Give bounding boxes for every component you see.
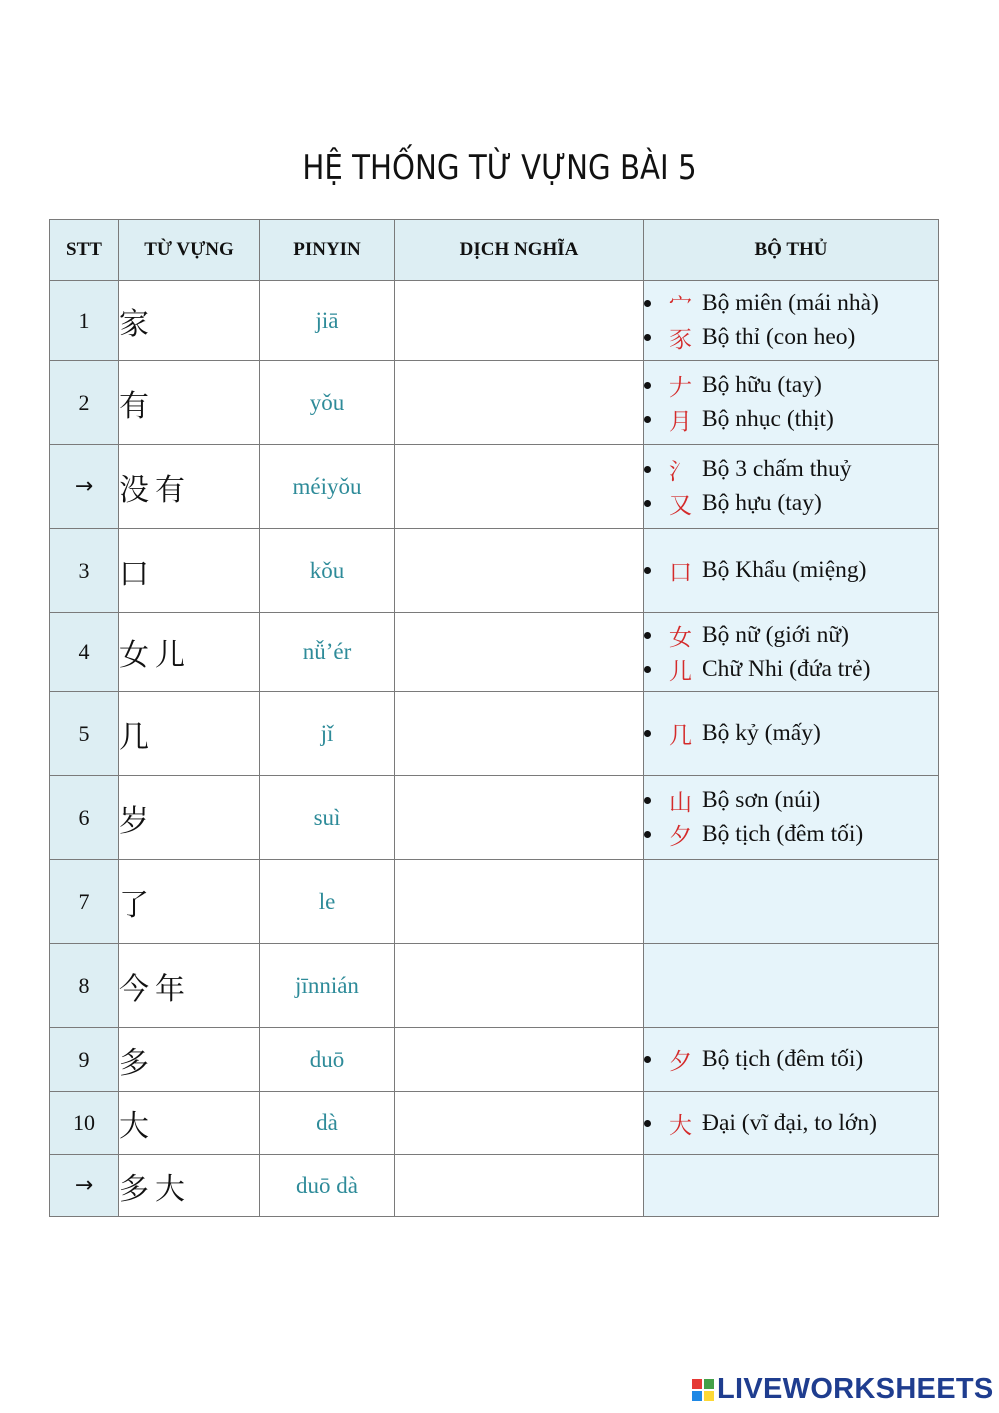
table-row — [50, 281, 939, 361]
row-number: 6 — [50, 776, 119, 860]
radical-description: Bộ sơn (núi) — [702, 787, 821, 813]
logo-square-yellow — [704, 1391, 714, 1401]
radical-description: Bộ hựu (tay) — [702, 490, 822, 516]
vocab-pinyin: dà — [260, 1092, 395, 1155]
radical-item — [644, 717, 938, 751]
table-row — [50, 944, 939, 1028]
radicals-cell — [644, 445, 939, 529]
radical-char: 𠂇 — [669, 375, 692, 401]
radical-char: 夕 — [669, 1049, 692, 1075]
radical-char: 夕 — [669, 824, 692, 850]
radical-item — [644, 487, 938, 521]
arrow-icon: → — [50, 445, 119, 529]
header-meaning: DỊCH NGHĨA — [395, 220, 644, 281]
row-number: 3 — [50, 529, 119, 613]
radical-char: 氵 — [669, 459, 692, 485]
vocab-word: 大 — [119, 1092, 260, 1155]
row-number: 10 — [50, 1092, 119, 1155]
radicals-cell — [644, 1028, 939, 1092]
radical-description: Bộ kỷ (mấy) — [702, 720, 821, 746]
row-number: 4 — [50, 613, 119, 692]
table-row — [50, 1155, 939, 1217]
logo-mark-icon — [692, 1379, 714, 1401]
radicals-cell — [644, 529, 939, 613]
radical-item — [644, 321, 938, 355]
vocab-pinyin: jǐ — [260, 692, 395, 776]
meaning-cell[interactable] — [395, 281, 644, 361]
table-row — [50, 692, 939, 776]
radical-item — [644, 453, 938, 487]
vocab-pinyin: le — [260, 860, 395, 944]
meaning-cell[interactable] — [395, 529, 644, 613]
logo-square-green — [704, 1379, 714, 1389]
vocab-pinyin: jīnnián — [260, 944, 395, 1028]
table-row — [50, 1092, 939, 1155]
bullet-icon — [644, 416, 651, 423]
radical-char: 女 — [669, 624, 692, 651]
meaning-cell[interactable] — [395, 613, 644, 692]
table-row — [50, 776, 939, 860]
vocab-pinyin: kǒu — [260, 529, 395, 613]
logo-text: LIVEWORKSHEETS — [717, 1373, 994, 1405]
radical-description: Bộ tịch (đêm tối) — [702, 1046, 864, 1072]
vocab-word: 多 — [119, 1028, 260, 1092]
radical-char: 宀 — [669, 293, 692, 319]
radical-description: Bộ miên (mái nhà) — [702, 290, 879, 316]
radical-description: Bộ Khẩu (miệng) — [702, 557, 867, 583]
row-number: 9 — [50, 1028, 119, 1092]
arrow-icon: → — [50, 1155, 119, 1217]
meaning-cell[interactable] — [395, 1028, 644, 1092]
vocab-pinyin: jiā — [260, 281, 395, 361]
table-row — [50, 1028, 939, 1092]
vocab-pinyin: duō dà — [260, 1155, 395, 1217]
vocab-pinyin: yǒu — [260, 361, 395, 445]
radical-description: Bộ hữu (tay) — [702, 372, 822, 398]
radicals-cell — [644, 692, 939, 776]
bullet-icon — [644, 831, 651, 838]
radicals-cell — [644, 860, 939, 944]
vocabulary-table — [49, 219, 939, 1217]
radical-item — [644, 1106, 938, 1140]
radicals-cell — [644, 613, 939, 692]
radical-char: 大 — [669, 1112, 692, 1139]
radicals-cell — [644, 944, 939, 1028]
liveworksheets-logo — [692, 1373, 994, 1406]
radical-char: 口 — [669, 560, 692, 586]
vocab-word: 岁 — [119, 776, 260, 860]
table-header-row — [50, 220, 939, 281]
table-row — [50, 613, 939, 692]
radical-description: Đại (vĩ đại, to lớn) — [702, 1109, 877, 1136]
bullet-icon — [644, 300, 651, 307]
vocab-word: 几 — [119, 692, 260, 776]
radical-description: Bộ thỉ (con heo) — [702, 324, 856, 350]
vocab-pinyin: duō — [260, 1028, 395, 1092]
bullet-icon — [644, 382, 651, 389]
meaning-cell[interactable] — [395, 1092, 644, 1155]
meaning-cell[interactable] — [395, 445, 644, 529]
meaning-cell[interactable] — [395, 1155, 644, 1217]
vocab-word: 女儿 — [119, 613, 260, 692]
meaning-cell[interactable] — [395, 361, 644, 445]
radicals-cell — [644, 1092, 939, 1155]
header-vocabulary: TỪ VỰNG — [119, 220, 260, 281]
radical-description: Bộ nữ (giới nữ) — [702, 621, 849, 648]
row-number: 7 — [50, 860, 119, 944]
radical-char: 几 — [669, 723, 692, 749]
radical-item — [644, 1043, 938, 1077]
radical-item — [644, 403, 938, 437]
bullet-icon — [644, 632, 651, 639]
radicals-cell — [644, 281, 939, 361]
radical-item — [644, 784, 938, 818]
vocab-word: 了 — [119, 860, 260, 944]
logo-square-blue — [692, 1391, 702, 1401]
vocab-word: 没有 — [119, 445, 260, 529]
bullet-icon — [644, 500, 651, 507]
header-radicals: BỘ THỦ — [644, 220, 939, 281]
vocab-word: 家 — [119, 281, 260, 361]
vocab-word: 有 — [119, 361, 260, 445]
bullet-icon — [644, 666, 651, 673]
meaning-cell[interactable] — [395, 776, 644, 860]
header-stt: STT — [50, 220, 119, 281]
table-row — [50, 529, 939, 613]
bullet-icon — [644, 334, 651, 341]
bullet-icon — [644, 1056, 651, 1063]
radical-item — [644, 369, 938, 403]
bullet-icon — [644, 730, 651, 737]
table-row — [50, 860, 939, 944]
meaning-cell[interactable] — [395, 692, 644, 776]
radical-char: 豕 — [669, 327, 692, 353]
radical-item — [644, 818, 938, 852]
radical-char: 山 — [669, 790, 692, 816]
radical-description: Bộ tịch (đêm tối) — [702, 821, 864, 847]
radical-char: 儿 — [669, 658, 692, 685]
radical-item — [644, 618, 938, 652]
meaning-cell[interactable] — [395, 860, 644, 944]
row-number: 1 — [50, 281, 119, 361]
vocab-pinyin: méiyǒu — [260, 445, 395, 529]
radical-description: Bộ 3 chấm thuỷ — [702, 456, 852, 482]
meaning-cell[interactable] — [395, 944, 644, 1028]
row-number: 2 — [50, 361, 119, 445]
radical-item — [644, 554, 938, 588]
page-title: HỆ THỐNG TỪ VỰNG BÀI 5 — [302, 148, 697, 188]
radical-char: 又 — [669, 493, 692, 519]
vocab-word: 口 — [119, 529, 260, 613]
row-number: 8 — [50, 944, 119, 1028]
header-pinyin: PINYIN — [260, 220, 395, 281]
row-number: 5 — [50, 692, 119, 776]
radicals-cell — [644, 1155, 939, 1217]
table-row — [50, 361, 939, 445]
bullet-icon — [644, 466, 651, 473]
vocab-word: 多大 — [119, 1155, 260, 1217]
radical-item — [644, 652, 938, 686]
table-row — [50, 445, 939, 529]
radical-item — [644, 287, 938, 321]
bullet-icon — [644, 567, 651, 574]
radical-description: Bộ nhục (thịt) — [702, 406, 834, 432]
vocab-pinyin: nǚ’ér — [260, 613, 395, 692]
bullet-icon — [644, 1120, 651, 1127]
radicals-cell — [644, 361, 939, 445]
bullet-icon — [644, 797, 651, 804]
radical-description: Chữ Nhi (đứa trẻ) — [702, 655, 871, 682]
radicals-cell — [644, 776, 939, 860]
vocab-pinyin: suì — [260, 776, 395, 860]
vocab-word: 今年 — [119, 944, 260, 1028]
radical-char: 月 — [669, 409, 692, 435]
logo-square-red — [692, 1379, 702, 1389]
